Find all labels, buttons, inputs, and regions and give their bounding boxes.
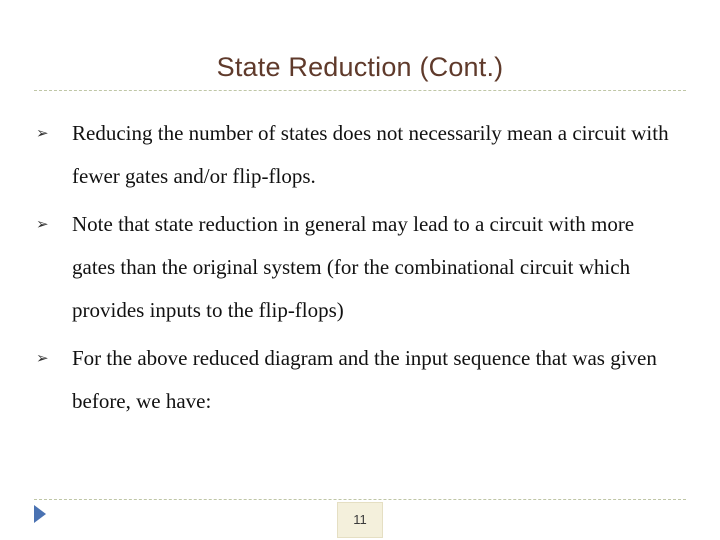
slide-title: State Reduction (Cont.) <box>216 52 504 82</box>
triangle-right-icon[interactable] <box>34 505 46 523</box>
bullet-list <box>36 112 676 423</box>
bullet-item <box>36 203 676 332</box>
bullet-text: For the above reduced diagram and the input sequence that was given before, we have: <box>72 346 657 413</box>
footer-divider <box>34 499 686 500</box>
page-number-box <box>337 502 383 538</box>
arrowhead-bullet-icon: ➢ <box>36 349 49 367</box>
bullet-item <box>36 337 676 423</box>
page-number: 11 <box>353 512 367 527</box>
bullet-item <box>36 112 676 198</box>
title-divider <box>34 90 686 91</box>
arrowhead-bullet-icon: ➢ <box>36 215 49 233</box>
bullet-text: Reducing the number of states does not necessarily mean a circuit with fewer gates and/or flip-flops. <box>72 121 669 188</box>
bullet-text: Note that state reduction in general may lead to a circuit with more gates than the original system (for the combinational circuit which provides inputs to the flip-flops) <box>72 212 635 322</box>
arrowhead-bullet-icon: ➢ <box>36 124 49 142</box>
